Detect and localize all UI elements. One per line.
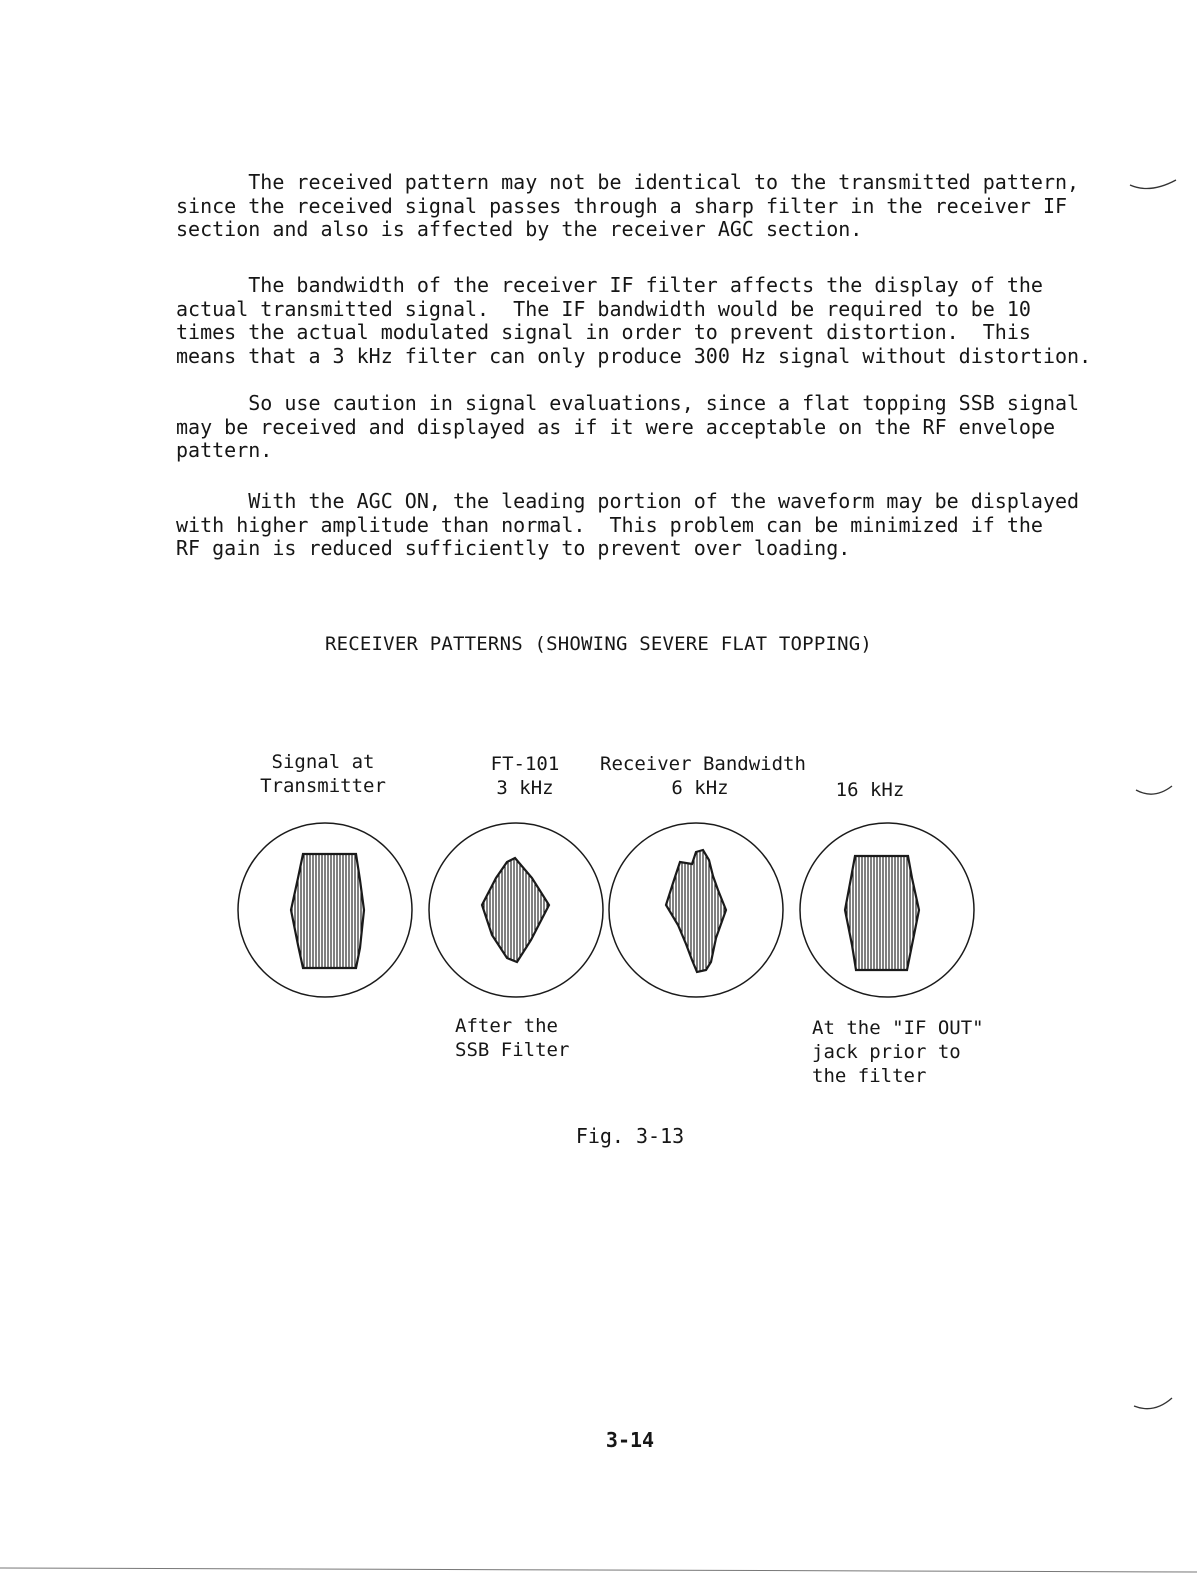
figure-caption: Fig. 3-13 (575, 1124, 685, 1148)
edge-mark-2 (1136, 786, 1172, 794)
scope-16khz (800, 823, 974, 997)
label-if-out-jack: At the "IF OUT" jack prior to the filter (812, 1017, 984, 1087)
figure-title: RECEIVER PATTERNS (SHOWING SEVERE FLAT TOPPING) (324, 633, 873, 655)
paragraph-received-pattern: The received pattern may not be identical to the transmitted pattern, since the received signal passes through a sharp filter in the receiver IF section and also is affected by the receiver AGC section. (176, 170, 1080, 241)
label-6khz: 6 kHz (671, 777, 729, 799)
paragraph-if-bandwidth: The bandwidth of the receiver IF filter affects the display of the actual transmitted signal. The IF bandwidth would be required to be 10 times the actual modulated signal in order to prevent distortion. This means that a 3 kHz filter can only produce 300 Hz signal without distortion. (176, 273, 1092, 368)
label-receiver-bandwidth: Receiver Bandwidth (600, 753, 806, 775)
edge-mark-3 (1134, 1398, 1172, 1409)
scope-signal-at-transmitter (238, 823, 412, 997)
page-number: 3-14 (605, 1428, 655, 1452)
label-signal-at-transmitter: Signal at Transmitter (260, 751, 386, 797)
paragraph-agc: With the AGC ON, the leading portion of the waveform may be displayed with higher amplitude than normal. This problem can be minimized if the RF gain is reduced sufficiently to prevent over loading. (176, 489, 1080, 560)
label-ft101-3khz: FT-101 3 kHz (490, 753, 560, 799)
paragraph-caution: So use caution in signal evaluations, since a flat topping SSB signal may be received and displayed as if it were acceptable on the RF envelope pattern. (176, 391, 1080, 462)
scope-6khz (609, 823, 783, 997)
page-edge-line (0, 1568, 1197, 1572)
label-after-ssb-filter: After the SSB Filter (455, 1015, 570, 1061)
scope-ft101-3khz (429, 823, 603, 997)
label-16khz: 16 kHz (835, 779, 905, 801)
edge-mark-1 (1130, 180, 1176, 189)
